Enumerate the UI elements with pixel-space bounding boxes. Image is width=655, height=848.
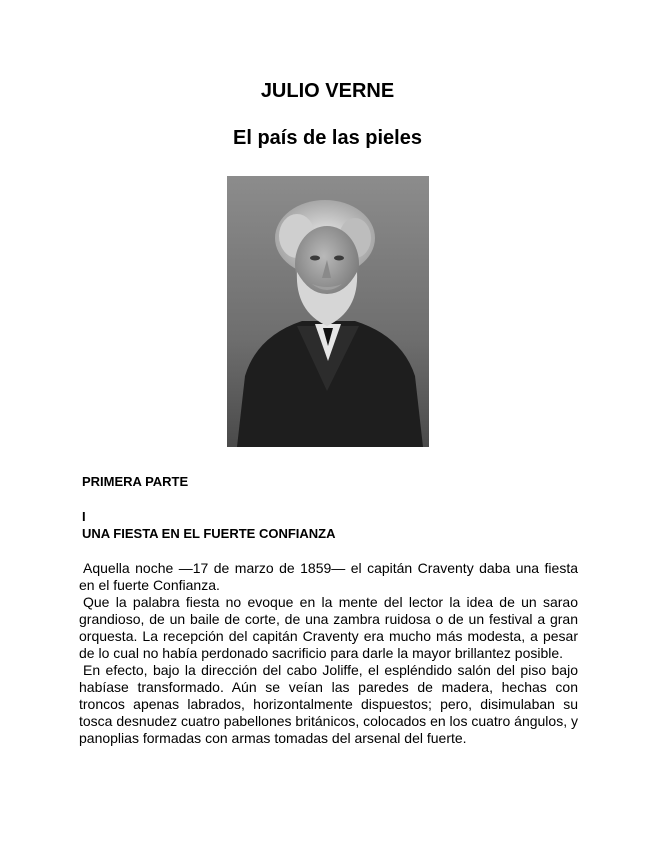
- chapter-title: UNA FIESTA EN EL FUERTE CONFIANZA: [82, 526, 336, 541]
- author-portrait-image: [227, 176, 429, 447]
- paragraph: En efecto, bajo la dirección del cabo Joliffe, el espléndido salón del piso bajo habíase transformado. Aún se veían las paredes de madera, hechas con troncos apenas labrados, horizontalmente dispuestos; pero, disimulaban su tosca desnudez cuatro pabellones británicos, colocados en los cuatro ángulos, y panoplias formadas con armas tomadas del arsenal del fuerte.: [79, 662, 578, 746]
- part-heading: PRIMERA PARTE: [82, 474, 189, 489]
- paragraph: Aquella noche —17 de marzo de 1859— el capitán Craventy daba una fiesta en el fuerte Confianza.: [79, 560, 578, 593]
- chapter-body: [79, 560, 578, 747]
- author-name: JULIO VERNE: [260, 80, 395, 102]
- chapter-number: I: [82, 509, 86, 524]
- book-title: El país de las pieles: [233, 127, 422, 149]
- paragraph: Que la palabra fiesta no evoque en la mente del lector la idea de un sarao grandioso, de un baile de corte, de una zambra ruidosa o de un festival a gran orquesta. La recepción del capitán Craventy era mucho más modesta, a pesar de lo cual no había perdonado sacrificio para darle la mayor brillantez posible.: [79, 594, 578, 661]
